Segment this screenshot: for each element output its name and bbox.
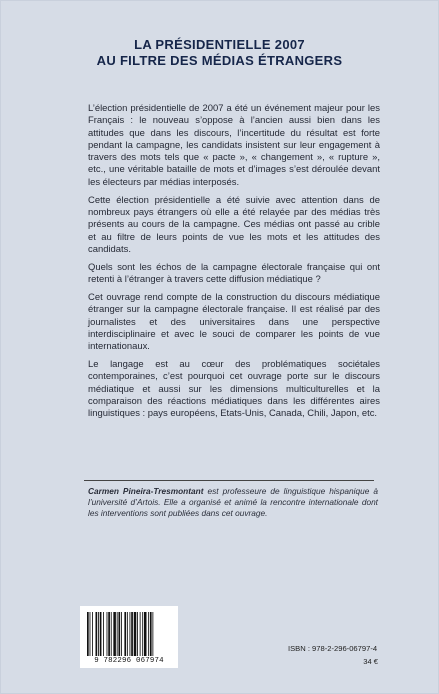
barcode-bar bbox=[121, 612, 122, 656]
barcode-bar bbox=[108, 612, 110, 656]
barcode-bar bbox=[144, 612, 147, 656]
barcode-bar bbox=[137, 612, 138, 656]
barcode-bar bbox=[92, 612, 93, 656]
paragraph: L’élection présidentielle de 2007 a été un événement majeur pour les Français : le nouveau s’oppose à l’ancien aussi bien dans les attitudes que dans les discours, l’incertitude du résultat est forte pendant la campagne, les candidats insistent sur leur engagement à travers des mots tels que « pacte », « changement », « rupture », etc., une véritable bataille de mots et d’images s’est déroulée devant les électeurs par médias interposés. bbox=[88, 103, 380, 188]
barcode-bar bbox=[142, 612, 143, 656]
barcode-bar bbox=[118, 612, 120, 656]
barcode-bar bbox=[100, 612, 102, 656]
barcode-bar bbox=[130, 612, 131, 656]
barcode-bar bbox=[96, 612, 98, 656]
barcode-bar bbox=[90, 612, 91, 656]
paragraph: Le langage est au cœur des problématiques sociétales contemporaines, c’est pourquoi cet ouvrage porte sur le discours médiatique et aussi sur les dimensions multiculturelles et la comparaison des réactions médiatiques dans les différentes aires linguistiques : pays européens, Etats-Unis, Canada, Chili, Japon, etc. bbox=[88, 359, 380, 420]
paragraph: Quels sont les échos de la campagne électorale française qui ont retenti à l’étranger à travers cette diffusion médiatique ? bbox=[88, 261, 380, 286]
paragraph: Cette élection présidentielle a été suivie avec attention dans de nombreux pays étrangers où elle a été relayée par des médias très présents au cours de la campagne. Ces médias ont passé au crible et au filtre de leurs points de vue les mots et les attitudes des candidats. bbox=[88, 194, 380, 255]
price: 34 € bbox=[363, 657, 378, 666]
barcode-bar bbox=[111, 612, 112, 656]
title-line-1: LA PRÉSIDENTIELLE 2007 bbox=[134, 37, 305, 52]
barcode bbox=[80, 606, 178, 668]
author-name: Carmen Pineira-Tresmontant bbox=[88, 486, 204, 496]
barcode-bars bbox=[86, 612, 172, 656]
barcode-bar bbox=[140, 612, 141, 656]
author-bio: est professeure de linguistique hispanique à l’université d’Artois. Elle a organisé et animé la rencontre internationale dont les interventions sont publiées dans cet ouvrage. bbox=[88, 486, 378, 519]
isbn: ISBN : 978-2-296-06797-4 bbox=[288, 644, 378, 653]
barcode-bar bbox=[87, 612, 89, 656]
paragraph: Cet ouvrage rend compte de la construction du discours médiatique étranger sur la campagne électorale française. Il est réalisé par des journalistes et des universitaires dans une perspective interdisciplinaire et avec le souci de comparer les points de vue internationaux. bbox=[88, 291, 380, 353]
barcode-bar bbox=[124, 612, 126, 656]
barcode-bar bbox=[113, 612, 116, 656]
author-note bbox=[88, 486, 378, 520]
barcode-bar bbox=[103, 612, 104, 656]
barcode-bar bbox=[134, 612, 137, 656]
blurb bbox=[88, 103, 380, 426]
barcode-number: 9 782296 067974 bbox=[94, 657, 164, 665]
barcode-bar bbox=[152, 612, 153, 656]
title-line-2: AU FILTRE DES MÉDIAS ÉTRANGERS bbox=[96, 53, 343, 68]
barcode-bar bbox=[117, 612, 118, 656]
barcode-bar bbox=[150, 612, 152, 656]
divider bbox=[84, 480, 374, 481]
barcode-bar bbox=[107, 612, 108, 656]
barcode-bar bbox=[148, 612, 149, 656]
barcode-bar bbox=[98, 612, 99, 656]
barcode-bar bbox=[131, 612, 133, 656]
barcode-bar bbox=[127, 612, 128, 656]
